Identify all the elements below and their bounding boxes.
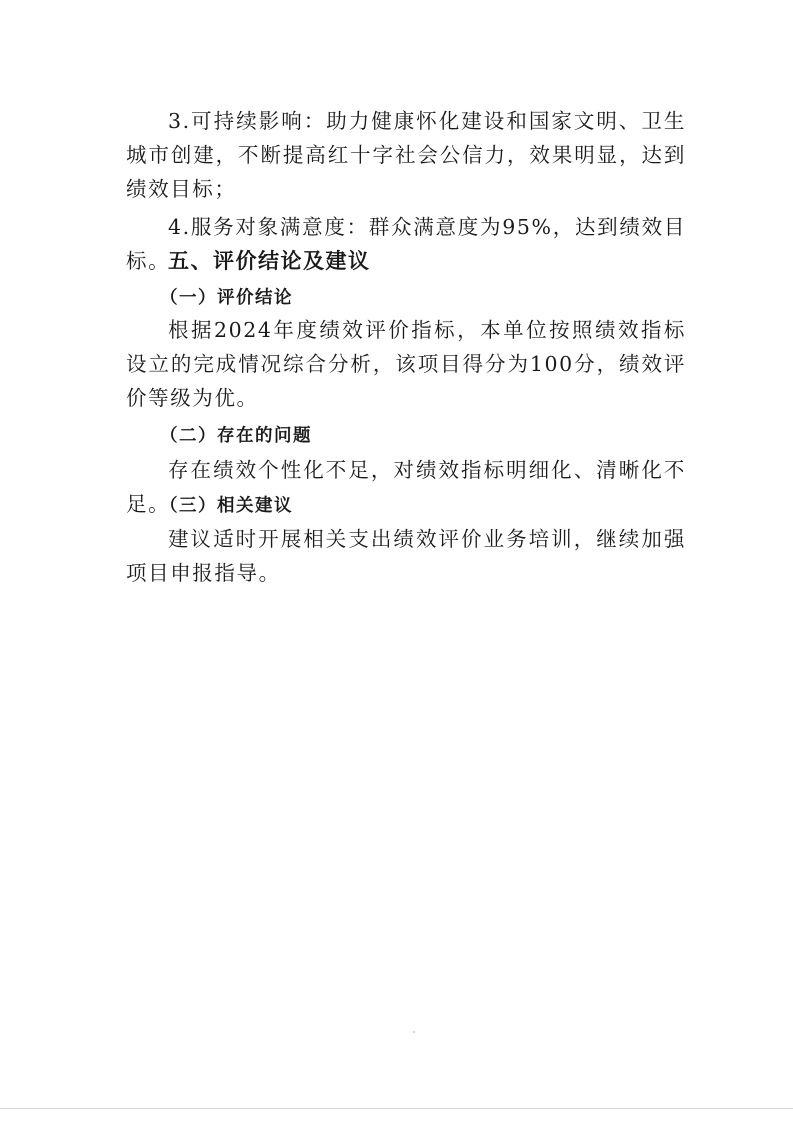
subheading-related-suggestions: （三）相关建议 (160, 496, 293, 516)
subheading-evaluation-conclusion: （一）评价结论 (160, 288, 293, 308)
paragraph-service-satisfaction: 4.服务对象满意度：群众满意度为95%，达到绩效目标。 (126, 215, 686, 273)
scan-artifact-dot (413, 1031, 415, 1033)
paragraph-evaluation-conclusion: 根据2024年度绩效评价指标，本单位按照绩效指标设立的完成情况综合分析，该项目得分为100分，绩效评价等级为优。 (126, 318, 686, 410)
paragraph-sustainable-impact: 3.可持续影响：助力健康怀化建设和国家文明、卫生城市创建，不断提高红十字社会公信力，效果明显，达到绩效目标； (126, 109, 686, 201)
paragraph-related-suggestions: 建议适时开展相关支出绩效评价业务培训，继续加强项目申报指导。 (126, 527, 686, 585)
paragraph-existing-problems: 存在绩效个性化不足，对绩效指标明细化、清晰化不足。 (126, 458, 686, 516)
scan-edge-line (0, 1108, 793, 1109)
section-heading-conclusions: 五、评价结论及建议 (168, 249, 371, 273)
subheading-existing-problems: （二）存在的问题 (160, 426, 312, 446)
